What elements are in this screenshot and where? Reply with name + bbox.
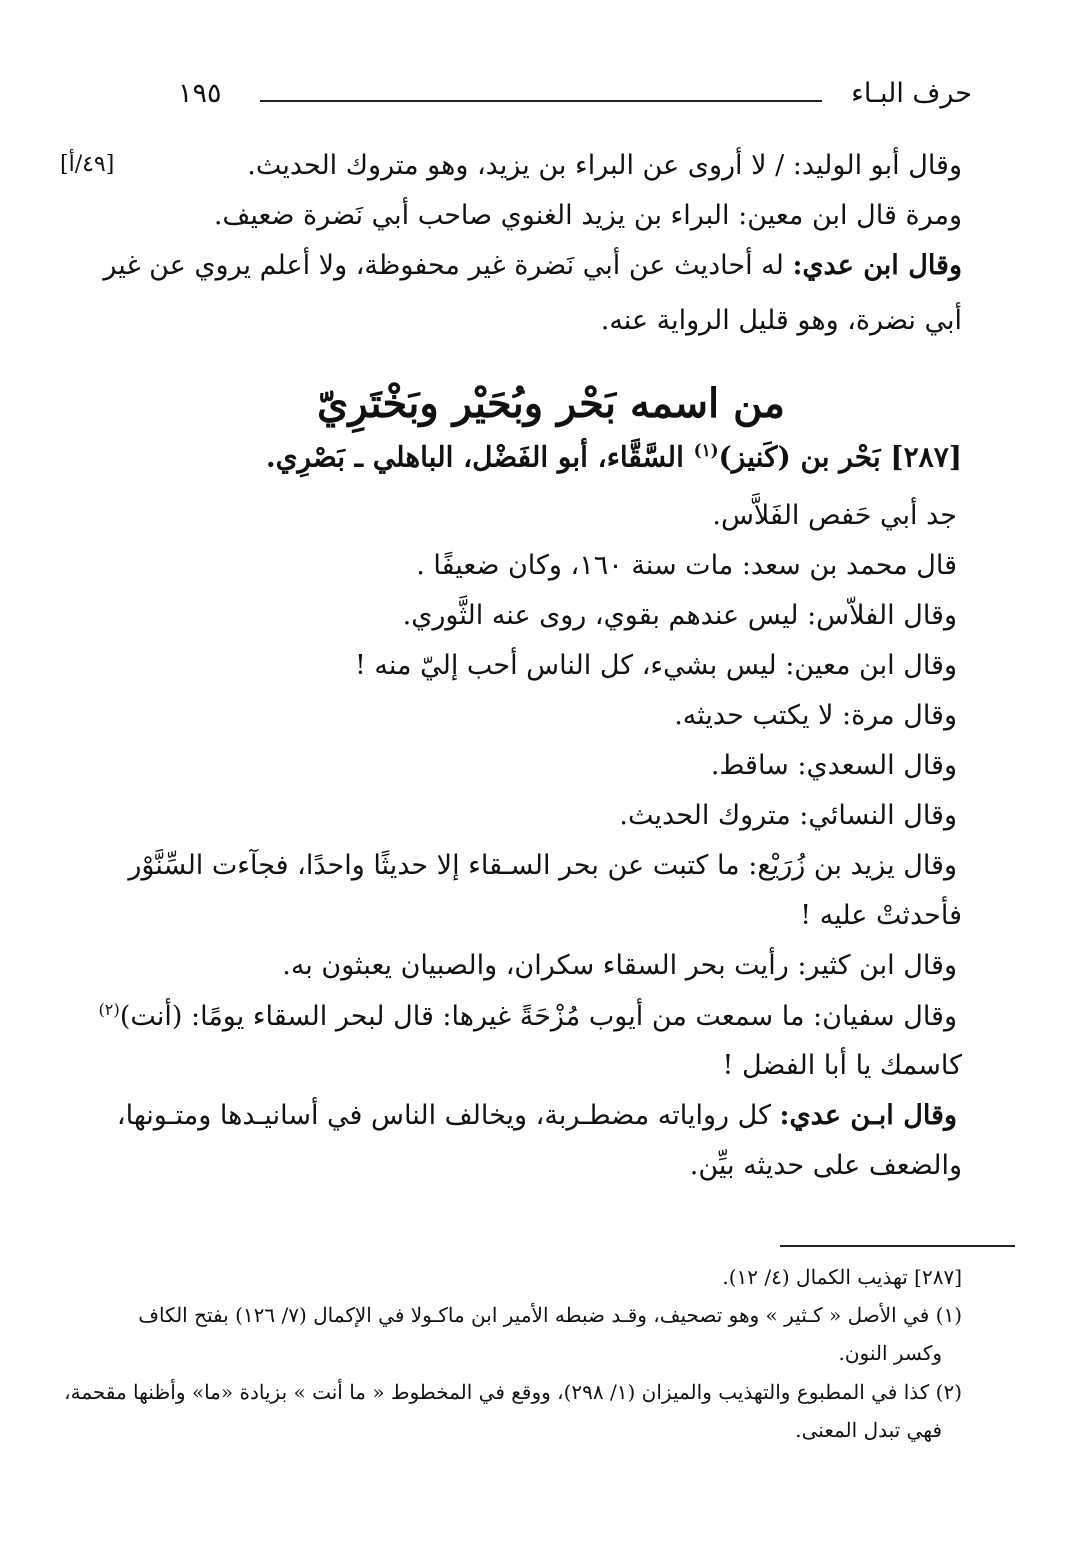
text-line: قال محمد بن سعد: مات سنة ١٦٠، وكان ضعيفًا . — [416, 550, 957, 581]
entry-number: [٢٨٧] — [890, 440, 962, 474]
speaker-lead: وقال ابن عدي: — [792, 250, 962, 281]
text-line: وقال السعدي: ساقط. — [710, 750, 957, 781]
text-line: كاسمك يا أبا الفضل ! — [722, 1050, 962, 1081]
text-line: ومرة قال ابن معين: البراء بن يزيد الغنوي صاحب أبي نَضرة ضعيف. — [213, 200, 962, 231]
footnote-marker: (١) — [693, 440, 719, 460]
speaker-lead: وقال ابـن عدي: — [779, 1100, 957, 1131]
entry-rest: السَّقَّاء، أبو الفَضْل، الباهلي ـ بَصْرِي. — [265, 440, 684, 474]
footnote-marker: (٢) — [98, 1000, 120, 1019]
text-line: وقال أبو الوليد: / لا أروى عن البراء بن يزيد، وهو متروك الحديث. — [247, 150, 962, 181]
text-line-body: له أحاديث عن أبي نَضرة غير محفوظة، ولا أعلم يروي عن غير — [103, 250, 784, 281]
text-line: وقال مرة: لا يكتب حديثه. — [674, 700, 957, 731]
text-line: وقال النسائي: متروك الحديث. — [619, 800, 957, 831]
footnote-rule — [780, 1245, 1015, 1247]
text-line — [98, 1000, 957, 1032]
footnote: وكسر النون. — [838, 1341, 942, 1365]
entry-heading — [140, 440, 962, 473]
text-line: وقال يزيد بن زُرَيْع: ما كتبت عن بحر السـقاء إلا حديثًا واحدًا، فجآءت السِّنَّوْر — [128, 850, 957, 881]
header-rule — [260, 100, 822, 102]
footnote: فهي تبدل المعنى. — [795, 1418, 942, 1442]
text-line: وقال ابن معين: ليس بشيء، كل الناس أحب إليّ منه ! — [354, 650, 957, 681]
text-line — [103, 250, 962, 281]
text-line: جد أبي حَفص الفَلاَّس. — [712, 500, 957, 531]
text-line-body: كل رواياته مضطـربة، ويخالف الناس في أسانيـدها ومتـونها، — [116, 1100, 771, 1131]
text-line: أبي نضرة، وهو قليل الرواية عنه. — [600, 305, 962, 336]
running-header — [150, 78, 972, 118]
text-line: وقال الفلاّس: ليس عندهم بقوي، روى عنه الثَّوري. — [402, 600, 957, 631]
section-title: من اسمه بَحْر وبُحَيْر وبَخْتَرِيّ — [317, 380, 785, 427]
text-line: فأحدثتْ عليه ! — [800, 900, 962, 931]
text-line: والضعف على حديثه بيِّن. — [689, 1150, 962, 1181]
text-line — [116, 1100, 957, 1131]
entry-name: بَحْر بن (كَنيز) — [718, 440, 881, 474]
footnote: [٢٨٧] تهذيب الكمال (٤/ ١٢). — [722, 1265, 962, 1289]
text-line-body: وقال سفيان: ما سمعت من أيوب مُزْحَةً غيرها: قال لبحر السقاء يومًا: (أنت) — [119, 1001, 957, 1032]
footnote: (٢) كذا في المطبوع والتهذيب والميزان (١/ ٢٩٨)، ووقع في المخطوط « ما أنت » بزيادة «ما» وأظنها مقحمة، — [64, 1380, 962, 1404]
footnote: (١) في الأصل « كـثير » وهو تصحيف، وقـد ضبطه الأمير ابن ماكـولا في الإكمال (٧/ ١٢٦) بفتح الكاف — [138, 1303, 962, 1327]
page-number: ١٩٥ — [178, 78, 222, 109]
text-line: وقال ابن كثير: رأيت بحر السقاء سكران، والصبيان يعبثون به. — [282, 950, 957, 981]
header-title: حرف البـاء — [851, 78, 972, 109]
manuscript-folio-ref: [٤٩/أ] — [60, 152, 115, 177]
